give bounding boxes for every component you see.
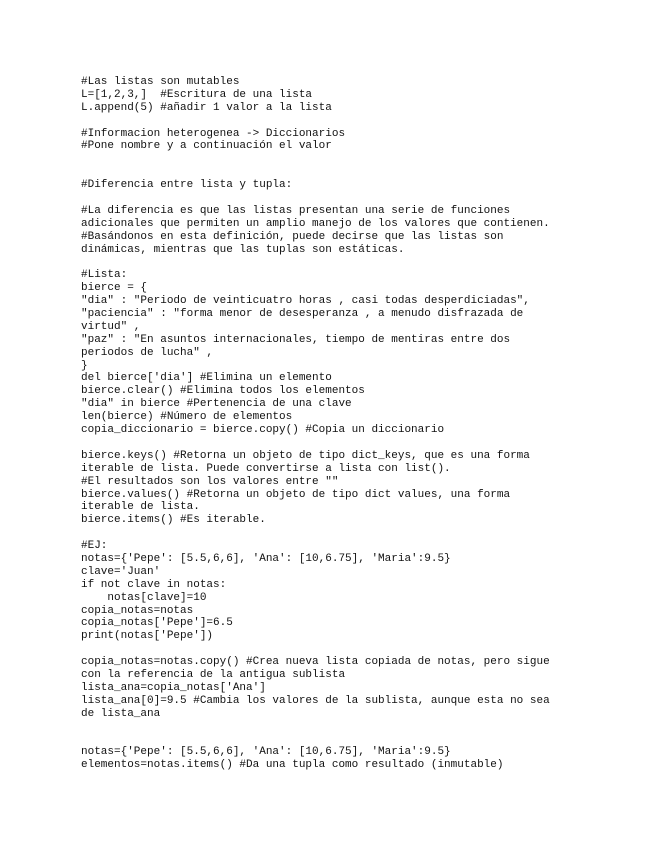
text-line: print(notas['Pepe']) [81,630,214,643]
text-line: copia_notas=notas.copy() #Crea nueva lista copiada de notas, pero sigue [81,656,550,669]
blank-line [81,643,641,656]
text-line: #Lista: [81,269,128,282]
blank-line [81,166,641,179]
text-line: virtud" , [81,320,141,333]
blank-line [81,721,641,734]
text-line: adicionales que permiten un amplio manejo de los valores que contienen. [81,217,550,230]
text-line: #Informacion heterogenea -> Diccionarios [81,127,346,140]
blank-line [81,527,641,540]
text-line: copia_notas=notas [81,604,194,617]
text-line: lista_ana=copia_notas['Ana'] [81,681,266,694]
blank-line [81,153,641,166]
text-line: "paciencia" : "forma menor de desesperanza , a menudo disfrazada de [81,308,524,321]
blank-line [81,733,641,746]
blank-line [81,192,641,205]
text-line: #Pone nombre y a continuación el valor [81,140,332,153]
blank-line [81,256,641,269]
text-line: #EJ: [81,540,108,553]
text-line: iterable de lista. [81,501,200,514]
text-line: lista_ana[0]=9.5 #Cambia los valores de la sublista, aunque esta no sea [81,694,550,707]
text-line: iterable de lista. Puede convertirse a lista con list(). [81,462,451,475]
text-line: copia_notas['Pepe']=6.5 [81,617,233,630]
text-line: L=[1,2,3,] #Escritura de una lista [81,88,313,101]
blank-line [81,115,641,128]
text-line: "paz" : "En asuntos internacionales, tiempo de mentiras entre dos [81,333,511,346]
text-line: bierce.keys() #Retorna un objeto de tipo dict_keys, que es una forma [81,449,530,462]
text-line: notas={'Pepe': [5.5,6,6], 'Ana': [10,6.75], 'Maria':9.5} [81,746,451,759]
text-line: bierce.values() #Retorna un objeto de tipo dict values, una forma [81,488,511,501]
text-line: bierce = { [81,282,148,295]
document-page [81,76,641,772]
text-line: periodos de lucha" , [81,346,214,359]
text-line: #Basándonos en esta definición, puede decirse que las listas son [81,230,504,243]
text-line: L.append(5) #añadir 1 valor a la lista [81,101,332,114]
text-line: #La diferencia es que las listas presentan una serie de funciones [81,204,511,217]
text-line: bierce.items() #Es iterable. [81,514,266,527]
blank-line [81,437,641,450]
text-line: bierce.clear() #Elimina todos los elementos [81,385,365,398]
text-line: #El resultados son los valores entre "" [81,475,339,488]
text-line: con la referencia de la antigua sublista [81,668,346,681]
text-line: len(bierce) #Número de elementos [81,411,293,424]
text-line: elementos=notas.items() #Da una tupla como resultado (inmutable) [81,759,504,772]
text-line: clave='Juan' [81,565,161,578]
text-line: de lista_ana [81,707,161,720]
text-line: copia_diccionario = bierce.copy() #Copia un diccionario [81,424,445,437]
text-line: if not clave in notas: [81,578,227,591]
text-line: "dia" in bierce #Pertenencia de una clave [81,398,352,411]
text-line: del bierce['dia'] #Elimina un elemento [81,372,332,385]
text-line: } [81,359,88,372]
text-line: #Diferencia entre lista y tupla: [81,179,293,192]
text-line: notas={'Pepe': [5.5,6,6], 'Ana': [10,6.75], 'Maria':9.5} [81,552,451,565]
text-line: "dia" : "Periodo de veinticuatro horas , casi todas desperdiciadas", [81,295,530,308]
text-line: dinámicas, mientras que las tuplas son estáticas. [81,243,405,256]
text-line: notas[clave]=10 [81,591,207,604]
text-line: #Las listas son mutables [81,76,240,88]
